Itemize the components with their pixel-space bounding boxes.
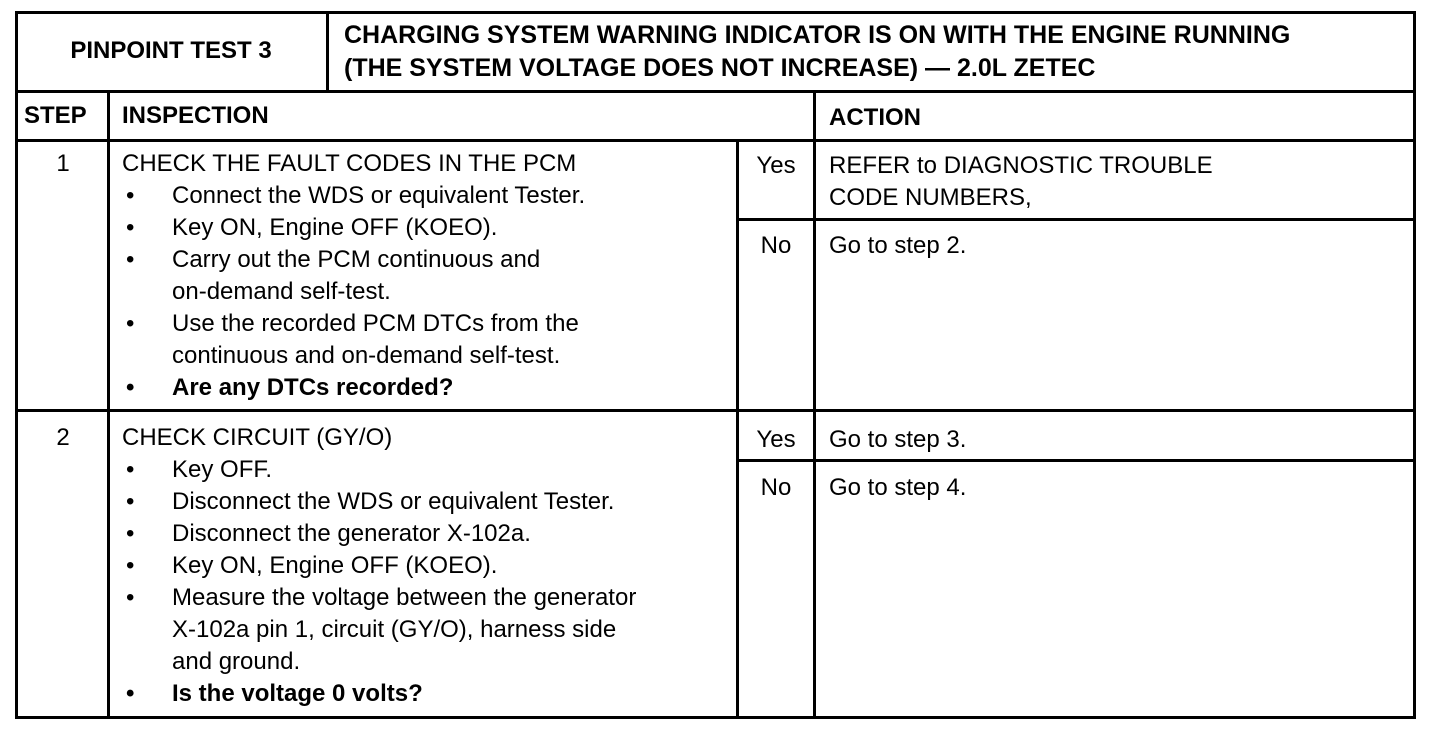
step-number: 2 bbox=[56, 424, 70, 451]
inspection-column-header: INSPECTION bbox=[122, 102, 269, 129]
step-heading: CHECK CIRCUIT (GY/O) bbox=[122, 424, 393, 451]
action-column-divider bbox=[813, 90, 816, 719]
action-column-header: ACTION bbox=[829, 104, 921, 131]
yes-action-line-1: REFER to DIAGNOSTIC TROUBLE bbox=[829, 152, 1213, 179]
checklist-item-continuation: continuous and on-demand self-test. bbox=[172, 342, 561, 369]
step-number: 1 bbox=[56, 150, 70, 177]
column-header-divider bbox=[15, 139, 1416, 142]
pinpoint-test-label: PINPOINT TEST 3 bbox=[70, 37, 272, 64]
no-label: No bbox=[760, 232, 792, 259]
checklist-item: • Connect the WDS or equivalent Tester. bbox=[122, 180, 585, 212]
checklist-item-continuation: on-demand self-test. bbox=[172, 278, 391, 305]
checklist-item: • Key ON, Engine OFF (KOEO). bbox=[122, 550, 636, 582]
no-label: No bbox=[760, 474, 792, 501]
step-heading: CHECK THE FAULT CODES IN THE PCM bbox=[122, 150, 577, 177]
step1-yes-no-divider bbox=[736, 218, 1416, 221]
step-divider bbox=[15, 409, 1416, 412]
step2-yes-no-divider bbox=[736, 459, 1416, 462]
no-action: Go to step 2. bbox=[829, 232, 967, 259]
checklist-item: • Measure the voltage between the generator bbox=[122, 582, 636, 614]
step-column-divider bbox=[107, 90, 110, 719]
yes-label: Yes bbox=[756, 152, 796, 179]
yes-label: Yes bbox=[756, 426, 796, 453]
yes-action: Go to step 3. bbox=[829, 426, 967, 453]
checklist-item: • Disconnect the WDS or equivalent Tester. bbox=[122, 486, 636, 518]
step-1-checklist bbox=[122, 180, 585, 404]
no-action: Go to step 4. bbox=[829, 474, 967, 501]
checklist-item: • Carry out the PCM continuous and bbox=[122, 244, 585, 276]
checklist-item: • Use the recorded PCM DTCs from the bbox=[122, 308, 585, 340]
checklist-item: • Disconnect the generator X-102a. bbox=[122, 518, 636, 550]
checklist-question: • Are any DTCs recorded? bbox=[122, 372, 585, 404]
test-title-line-2: (THE SYSTEM VOLTAGE DOES NOT INCREASE) — 2.0L ZETEC bbox=[344, 54, 1096, 82]
test-title-line-1: CHARGING SYSTEM WARNING INDICATOR IS ON WITH THE ENGINE RUNNING bbox=[344, 21, 1291, 49]
yes-action-line-2: CODE NUMBERS, bbox=[829, 184, 1032, 211]
header-divider bbox=[15, 90, 1416, 93]
step-2-checklist bbox=[122, 454, 636, 710]
checklist-item: • Key OFF. bbox=[122, 454, 636, 486]
checklist-question: • Is the voltage 0 volts? bbox=[122, 678, 636, 710]
checklist-item-continuation: X-102a pin 1, circuit (GY/O), harness side bbox=[172, 616, 617, 643]
checklist-item-continuation: and ground. bbox=[172, 648, 301, 675]
checklist-item: • Key ON, Engine OFF (KOEO). bbox=[122, 212, 585, 244]
step-column-header: STEP bbox=[24, 102, 87, 129]
